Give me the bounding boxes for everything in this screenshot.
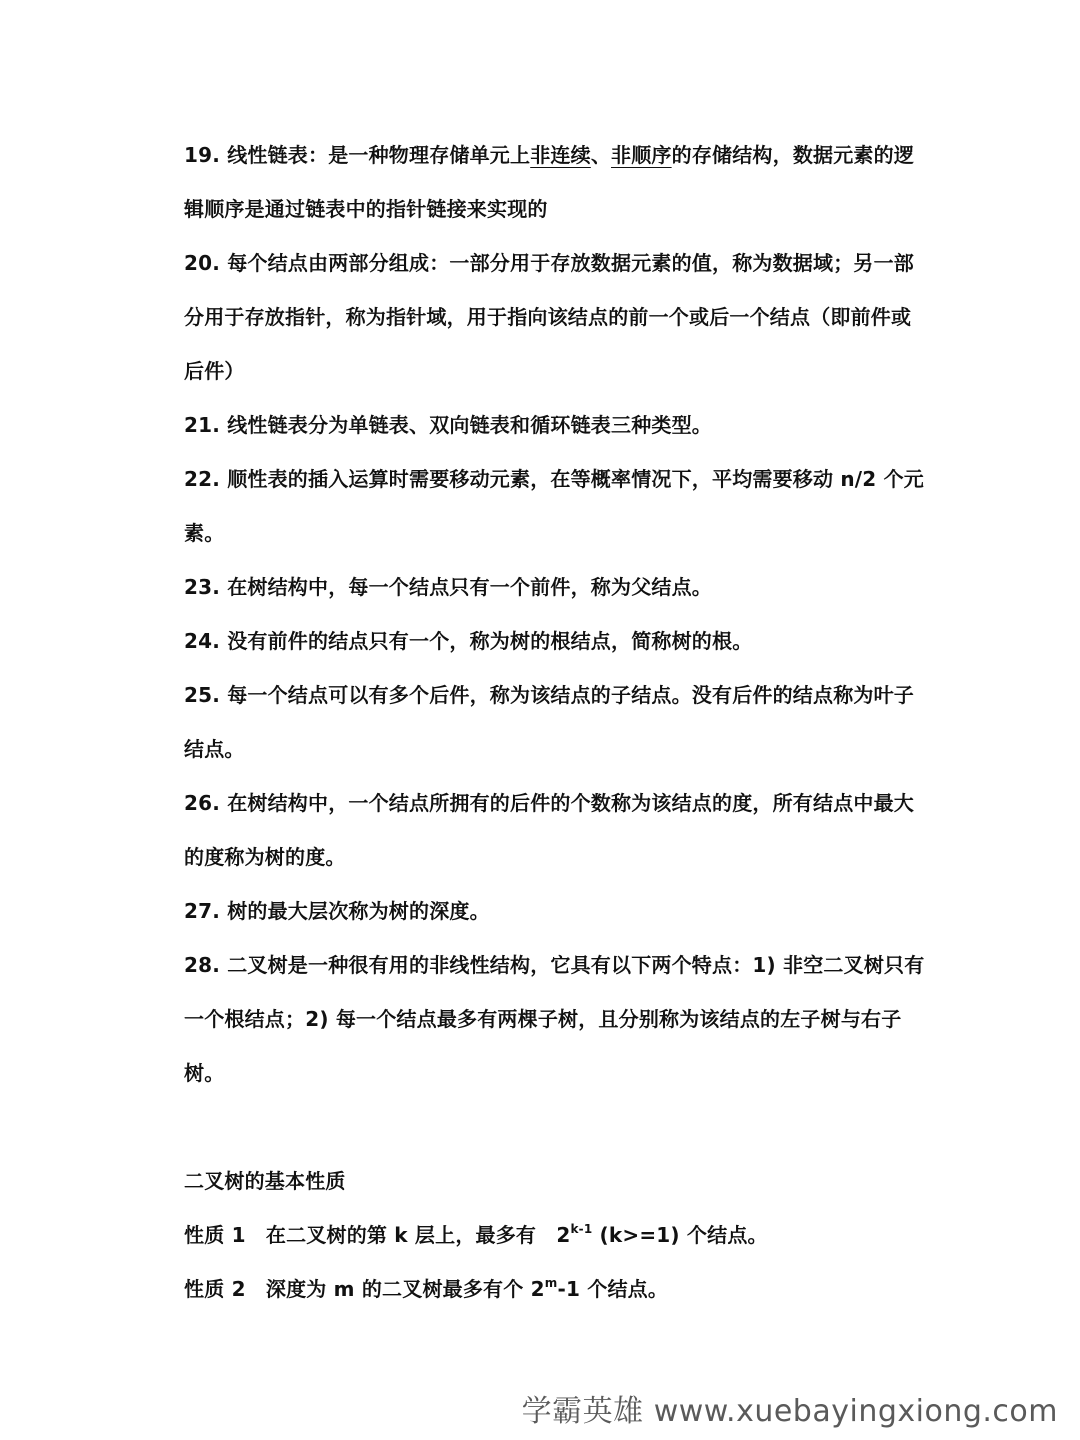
item-text: 顺性表的插入运算时需要移动元素，在等概率情况下，平均需要移动 n/2 个元素。 (184, 467, 924, 545)
list-item-19 (184, 128, 930, 236)
list-item-25 (184, 668, 930, 776)
formula-base: 2 (530, 1277, 545, 1301)
item-text: 在树结构中，一个结点所拥有的后件的个数称为该结点的度，所有结点中最大的度称为树的度。 (184, 791, 915, 869)
item-text: 每一个结点可以有多个后件，称为该结点的子结点。没有后件的结点称为叶子结点。 (184, 683, 915, 761)
item-number: 21. (184, 413, 221, 437)
watermark: 学霸英雄 www.xuebayingxiong.com (521, 1394, 1058, 1429)
item-text: 每个结点由两部分组成：一部分用于存放数据元素的值，称为数据域；另一部分用于存放指针，称为指针域，用于指向该结点的前一个或后一个结点（即前件或后件） (184, 251, 915, 383)
list-item-27 (184, 884, 930, 938)
item-text: 线性链表：是一种物理存储单元上 (227, 143, 531, 167)
item-text: 在树结构中，每一个结点只有一个前件，称为父结点。 (227, 575, 713, 599)
list-item-26 (184, 776, 930, 884)
formula-base: 2 (556, 1223, 571, 1247)
section-title: 二叉树的基本性质 (184, 1169, 346, 1193)
item-text: 线性链表分为单链表、双向链表和循环链表三种类型。 (227, 413, 713, 437)
list-item-21 (184, 398, 930, 452)
property-text: 在二叉树的第 k 层上，最多有 (265, 1223, 537, 1247)
document-page (184, 128, 930, 1316)
item-text: 树的最大层次称为树的深度。 (227, 899, 490, 923)
list-item-20 (184, 236, 930, 398)
property-text: 深度为 m 的二叉树最多有个 (265, 1277, 524, 1301)
item-number: 19. (184, 143, 221, 167)
property-text-end: -1 个结点。 (557, 1277, 669, 1301)
formula-exponent: k-1 (570, 1222, 593, 1236)
item-number: 27. (184, 899, 221, 923)
item-number: 22. (184, 467, 221, 491)
spacer (184, 1100, 930, 1154)
list-item-28 (184, 938, 930, 1100)
property-2 (184, 1262, 930, 1316)
list-item-23 (184, 560, 930, 614)
property-label: 性质 2 (184, 1277, 246, 1301)
property-label: 性质 1 (184, 1223, 246, 1247)
underlined-term: 非连续 (530, 143, 591, 167)
numbered-list (184, 128, 930, 1100)
item-text: 、 (590, 143, 612, 167)
item-text: 的存储结构，数据元素的逻辑顺序是通过链表中的指针链接来实现的 (184, 143, 915, 221)
item-text: 二叉树是一种很有用的非线性结构，它具有以下两个特点：1) 非空二叉树只有一个根结点；2) 每一个结点最多有两棵子树，且分别称为该结点的左子树与右子树。 (184, 953, 925, 1085)
item-number: 24. (184, 629, 221, 653)
list-item-24 (184, 614, 930, 668)
item-number: 28. (184, 953, 221, 977)
property-1 (184, 1208, 930, 1262)
list-item-22 (184, 452, 930, 560)
item-number: 23. (184, 575, 221, 599)
formula-exponent: m (544, 1276, 558, 1290)
property-text-end: (k>=1) 个结点。 (599, 1223, 768, 1247)
property-list (184, 1208, 930, 1316)
item-number: 26. (184, 791, 221, 815)
item-number: 20. (184, 251, 221, 275)
item-number: 25. (184, 683, 221, 707)
item-text: 没有前件的结点只有一个，称为树的根结点，简称树的根。 (227, 629, 753, 653)
underlined-term: 非顺序 (611, 143, 672, 167)
